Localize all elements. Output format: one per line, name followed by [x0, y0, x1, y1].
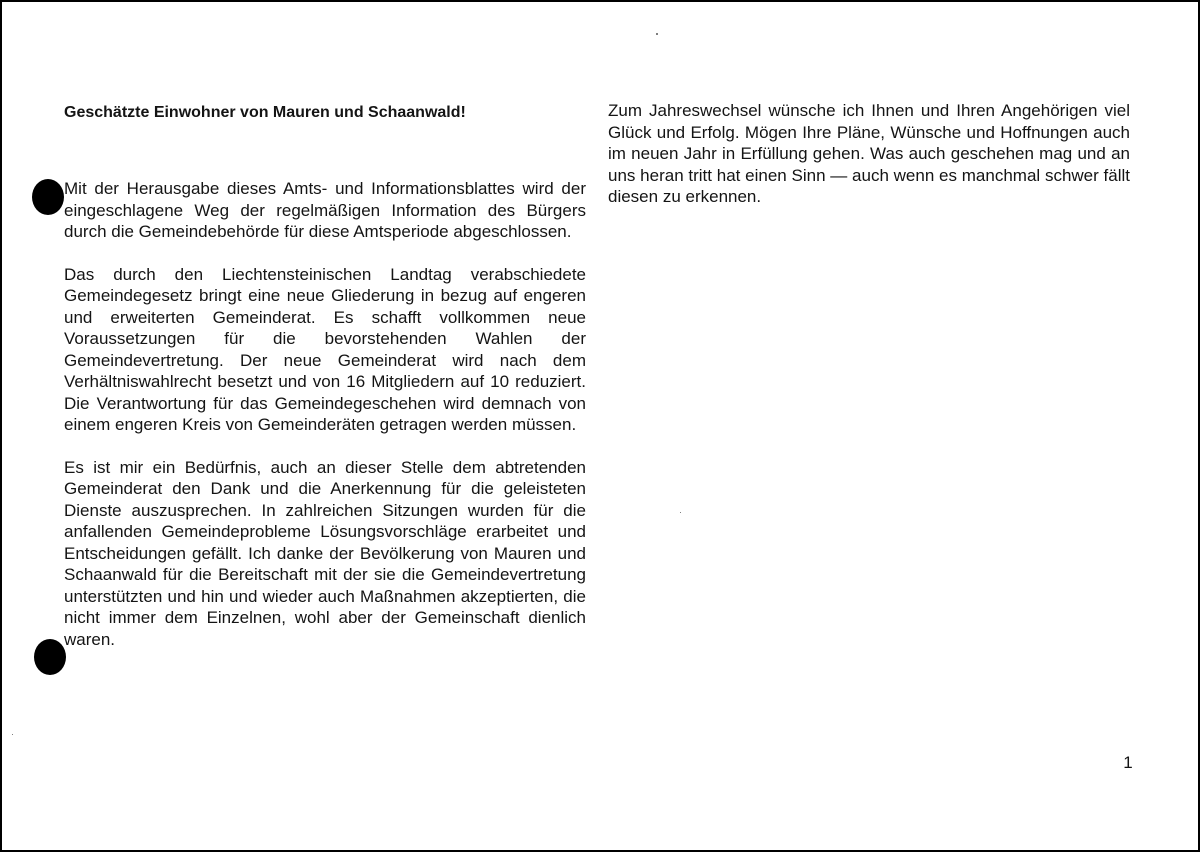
right-column — [608, 100, 1130, 208]
scan-speck — [656, 33, 658, 35]
punch-hole-bottom — [34, 639, 66, 675]
paragraph-4: Zum Jahreswechsel wünsche ich Ihnen und Ihren Angehörigen viel Glück und Erfolg. Mögen Ihre Pläne, Wünsche und Hoffnungen auch im neuen Jahr in Erfüllung gehen. Was auch geschehen mag und an uns heran tritt hat einen Sinn — auch wenn es manchmal schwer fällt diesen zu erkennen. — [608, 101, 1130, 206]
letter-heading: Geschätzte Einwohner von Mauren und Schaanwald! — [64, 104, 466, 121]
scan-speck — [680, 512, 681, 513]
paragraph-2: Das durch den Liechtensteinischen Landtag verabschiedete Gemeindegesetz bringt eine neue Gliederung in bezug auf engeren und erweiterten Gemeinderat. Es schafft vollkommen neue Voraussetzungen für die bevorstehenden Wahlen der Gemeindevertretung. Der neue Gemeinderat wird nach dem Verhältniswahlrecht besetzt und von 16 Mitgliedern auf 10 reduziert. Die Verantwortung für das Gemeindegeschehen wird demnach von einem engeren Kreis von Gemeinderäten getragen werden müssen. — [64, 264, 586, 434]
paragraph-3: Es ist mir ein Bedürfnis, auch an dieser Stelle dem abtretenden Gemeinderat den Dank und die Anerkennung für die geleisteten Dienste auszusprechen. In zahlreichen Sitzungen wurden für die anfallenden Gemeindeprobleme Lösungsvorschläge erarbeitet und Entscheidungen gefällt. Ich danke der Bevölkerung von Mauren und Schaanwald für die Bereitschaft mit der sie die Gemeindevertretung unterstützten und hin und wieder auch Maßnahmen akzeptierten, die nicht immer dem Einzelnen, wohl aber der Gemeinschaft dienlich waren. — [64, 457, 586, 649]
paragraph-1: Mit der Herausgabe dieses Amts- und Informationsblattes wird der eingeschlagene Weg der regelmäßigen Information des Bürgers durch die Gemeindebehörde für diese Amtsperiode abgeschlossen. — [64, 179, 586, 241]
scan-speck — [12, 734, 13, 735]
left-column — [64, 100, 586, 650]
punch-hole-top — [32, 179, 64, 215]
page-number: 1 — [1123, 753, 1133, 772]
